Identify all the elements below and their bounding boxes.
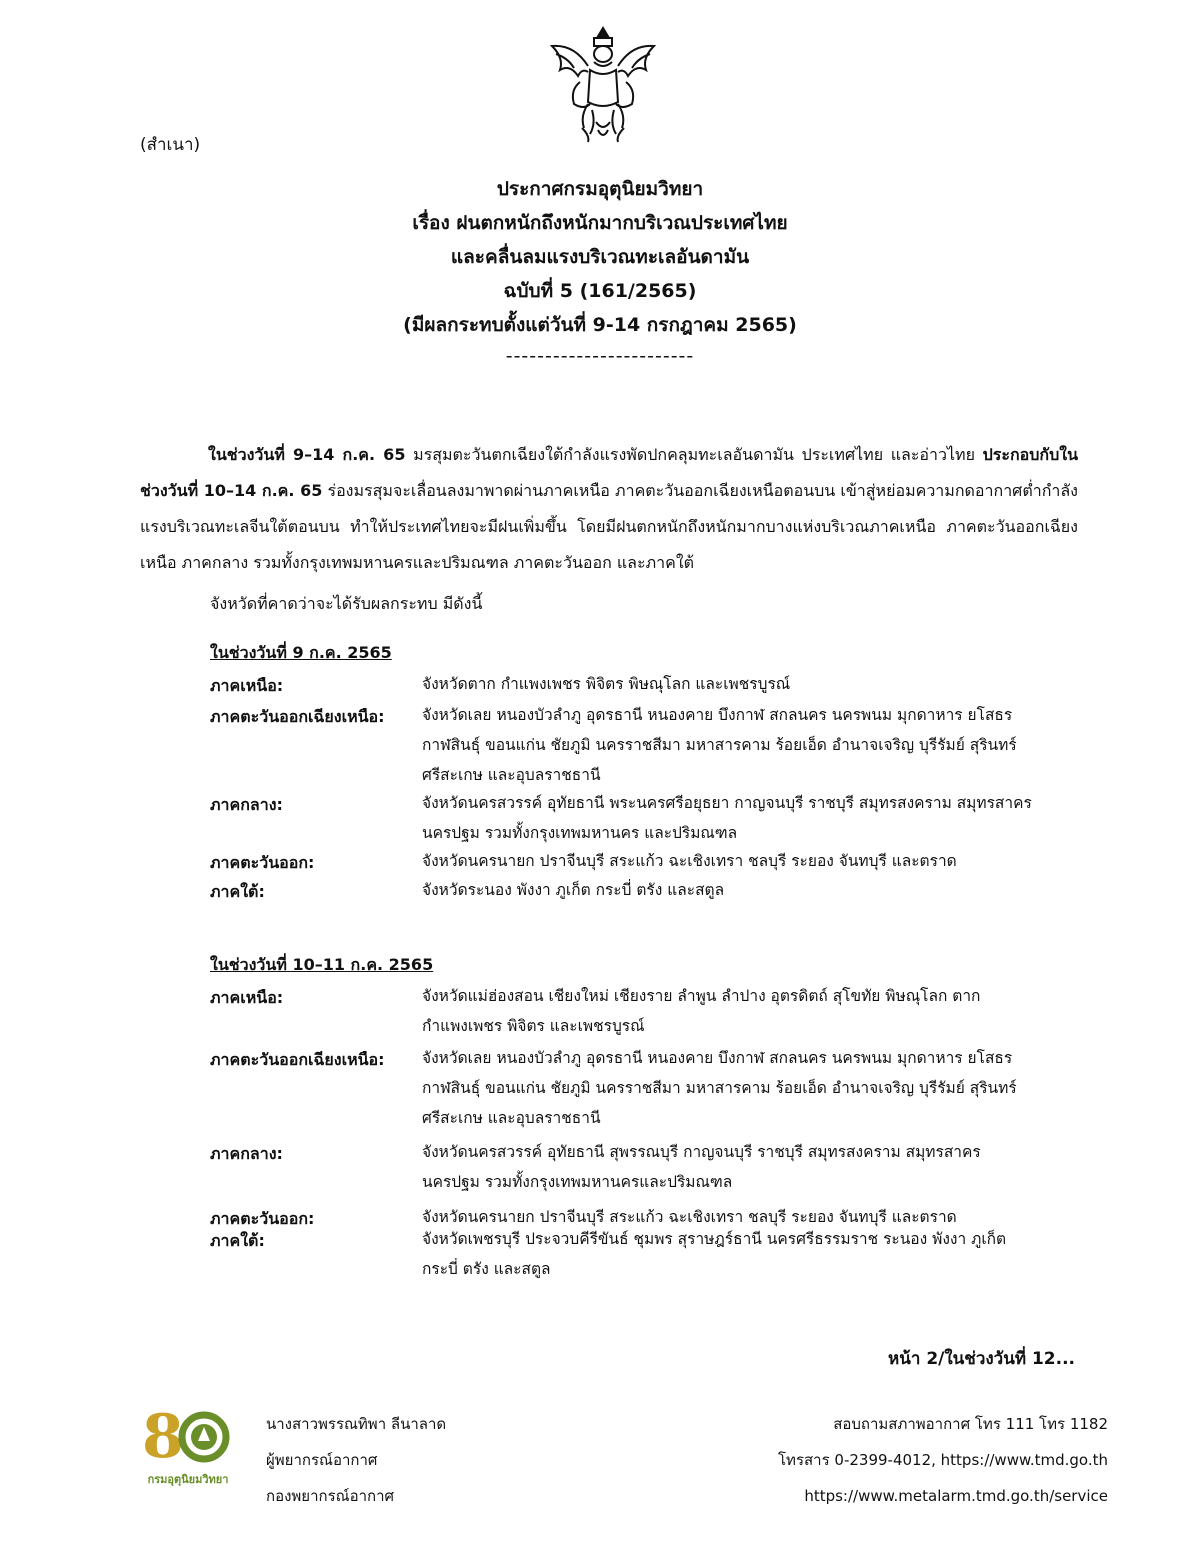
- period-bold-1: ในช่วงวันที่ 9–14 ก.ค. 65: [208, 445, 406, 464]
- body-text-1: มรสุมตะวันตกเฉียงใต้กำลังแรงพัดปกคลุมทะเลอันดามัน ประเทศไทย และอ่าวไทย: [405, 445, 983, 464]
- s2-east-label: ภาคตะวันออก:: [210, 1209, 315, 1228]
- s1-central-line-1: จังหวัดนครสวรรค์ อุทัยธานี พระนครศรีอยุธยา กาญจนบุรี ราชบุรี สมุทรสงคราม สมุทรสาคร: [422, 794, 1032, 812]
- s2-north-line-1: จังหวัดแม่ฮ่องสอน เชียงใหม่ เชียงราย ลำพูน ลำปาง อุตรดิตถ์ สุโขทัย พิษณุโลก ตาก: [422, 987, 981, 1005]
- s1-central-line-2: นครปฐม รวมทั้งกรุงเทพมหานคร และปริมณฑล: [422, 824, 738, 842]
- s1-south-provinces: จังหวัดระนอง พังงา ภูเก็ต กระบี่ ตรัง และสตูล: [422, 881, 725, 899]
- s1-northeast-line-2: กาฬสินธุ์ ขอนแก่น ชัยภูมิ นครราชสีมา มหาสารคาม ร้อยเอ็ด อำนาจเจริญ บุรีรัมย์ สุรินทร์: [422, 736, 1017, 754]
- s1-north-label: ภาคเหนือ:: [210, 676, 284, 695]
- s2-north-provinces: [422, 981, 1082, 1041]
- s2-south-provinces: [422, 1224, 1082, 1284]
- s1-north-provinces: จังหวัดตาก กำแพงเพชร พิจิตร พิษณุโลก และเพชรบูรณ์: [422, 675, 791, 693]
- s2-north-line-2: กำแพงเพชร พิจิตร และเพชรบูรณ์: [422, 1017, 645, 1035]
- subject-line-2: และคลื่นลมแรงบริเวณทะเลอันดามัน: [450, 246, 750, 268]
- s1-northeast-provinces: [422, 700, 1082, 790]
- s1-south-label: ภาคใต้:: [210, 882, 265, 901]
- continued-note: หน้า 2/ในช่วงวันที่ 12...: [888, 1349, 1075, 1369]
- forecaster-role: ผู้พยากรณ์อากาศ: [266, 1451, 378, 1469]
- subject-line-1: เรื่อง ฝนตกหนักถึงหนักมากบริเวณประเทศไทย: [412, 212, 788, 234]
- title-block: [0, 172, 1200, 370]
- logo-text: กรมอุตุนิยมวิทยา: [147, 1473, 229, 1486]
- s2-south-line-1: จังหวัดเพชรบุรี ประจวบคีรีขันธ์ ชุมพร สุราษฎร์ธานี นครศรีธรรมราช ระนอง พังงา ภูเก็ต: [422, 1230, 1007, 1248]
- section-2-heading: ในช่วงวันที่ 10–11 ก.ค. 2565: [210, 955, 434, 974]
- s2-central-provinces: [422, 1137, 1082, 1197]
- s2-central-line-2: นครปฐม รวมทั้งกรุงเทพมหานครและปริมณฑล: [422, 1173, 733, 1191]
- s2-northeast-provinces: [422, 1043, 1082, 1133]
- s2-east-provinces: จังหวัดนครนายก ปราจีนบุรี สระแก้ว ฉะเชิงเทรา ชลบุรี ระยอง จันทบุรี และตราด: [422, 1208, 957, 1226]
- contact-block: [778, 1406, 1108, 1514]
- s1-east-provinces: จังหวัดนครนายก ปราจีนบุรี สระแก้ว ฉะเชิงเทรา ชลบุรี ระยอง จันทบุรี และตราด: [422, 852, 957, 870]
- contact-service-link[interactable]: https://www.metalarm.tmd.go.th/service: [804, 1487, 1108, 1505]
- s2-north-label: ภาคเหนือ:: [210, 988, 284, 1007]
- signature-block: [266, 1406, 446, 1514]
- effective-period: (มีผลกระทบตั้งแต่วันที่ 9-14 กรกฎาคม 2565): [403, 314, 797, 336]
- s2-northeast-line-3: ศรีสะเกษ และอุบลราชธานี: [422, 1109, 601, 1127]
- s1-central-provinces: [422, 788, 1082, 848]
- copy-mark: (สำเนา): [140, 135, 201, 155]
- separator: ------------------------: [505, 345, 695, 367]
- s1-northeast-line-1: จังหวัดเลย หนองบัวลำภู อุดรธานี หนองคาย บึงกาฬ สกลนคร นครพนม มุกดาหาร ยโสธร: [422, 706, 1013, 724]
- tmd-80th-anniversary-logo-icon: [140, 1403, 236, 1493]
- s1-northeast-line-3: ศรีสะเกษ และอุบลราชธานี: [422, 766, 601, 784]
- s1-northeast-label: ภาคตะวันออกเฉียงเหนือ:: [210, 707, 385, 726]
- s1-central-label: ภาคกลาง:: [210, 795, 283, 814]
- svg-text:8: 8: [142, 1403, 184, 1472]
- s2-south-line-2: กระบี่ ตรัง และสตูล: [422, 1260, 551, 1278]
- s2-northeast-line-2: กาฬสินธุ์ ขอนแก่น ชัยภูมิ นครราชสีมา มหาสารคาม ร้อยเอ็ด อำนาจเจริญ บุรีรัมย์ สุรินทร์: [422, 1079, 1017, 1097]
- contact-phone: สอบถามสภาพอากาศ โทร 111 โทร 1182: [833, 1415, 1108, 1433]
- s2-central-line-1: จังหวัดนครสวรรค์ อุทัยธานี สุพรรณบุรี กาญจนบุรี ราชบุรี สมุทรสงคราม สมุทรสาคร: [422, 1143, 981, 1161]
- s2-south-label: ภาคใต้:: [210, 1231, 265, 1250]
- forecaster-department: กองพยากรณ์อากาศ: [266, 1487, 395, 1505]
- forecaster-name: นางสาวพรรณทิพา ลีนาลาด: [266, 1415, 447, 1433]
- period-bold-2: ประกอบกับในช่วงวันที่ 10–14 ก.ค. 65: [140, 445, 1078, 500]
- s2-northeast-line-1: จังหวัดเลย หนองบัวลำภู อุดรธานี หนองคาย บึงกาฬ สกลนคร นครพนม มุกดาหาร ยโสธร: [422, 1049, 1013, 1067]
- s2-northeast-label: ภาคตะวันออกเฉียงเหนือ:: [210, 1050, 385, 1069]
- page-title: ประกาศกรมอุตุนิยมวิทยา: [496, 178, 704, 200]
- contact-fax-website[interactable]: โทรสาร 0-2399-4012, https://www.tmd.go.th: [778, 1451, 1108, 1469]
- garuda-emblem-icon: [544, 24, 662, 144]
- body-text-2: ร่องมรสุมจะเลื่อนลงมาพาดผ่านภาคเหนือ ภาคตะวันออกเฉียงเหนือตอนบน เข้าสู่หย่อมความกดอากาศต่ำกำลังแรงบริเวณทะเลจีนใต้ตอนบน ทำให้ประเทศไทยจะมีฝนเพิ่มขึ้น โดยมีฝนตกหนักถึงหนักมากบางแห่งบริเวณภาคเหนือ ภาคตะวันออกเฉียงเหนือ ภาคกลาง รวมทั้งกรุงเทพมหานครและปริมณฑล ภาคตะวันออก และภาคใต้: [140, 481, 1078, 572]
- section-1-heading: ในช่วงวันที่ 9 ก.ค. 2565: [210, 643, 392, 662]
- s1-east-label: ภาคตะวันออก:: [210, 853, 315, 872]
- s2-central-label: ภาคกลาง:: [210, 1144, 283, 1163]
- issue-number: ฉบับที่ 5 (161/2565): [503, 280, 697, 302]
- body-paragraph: [140, 437, 1078, 581]
- affected-intro: จังหวัดที่คาดว่าจะได้รับผลกระทบ มีดังนี้: [210, 594, 483, 613]
